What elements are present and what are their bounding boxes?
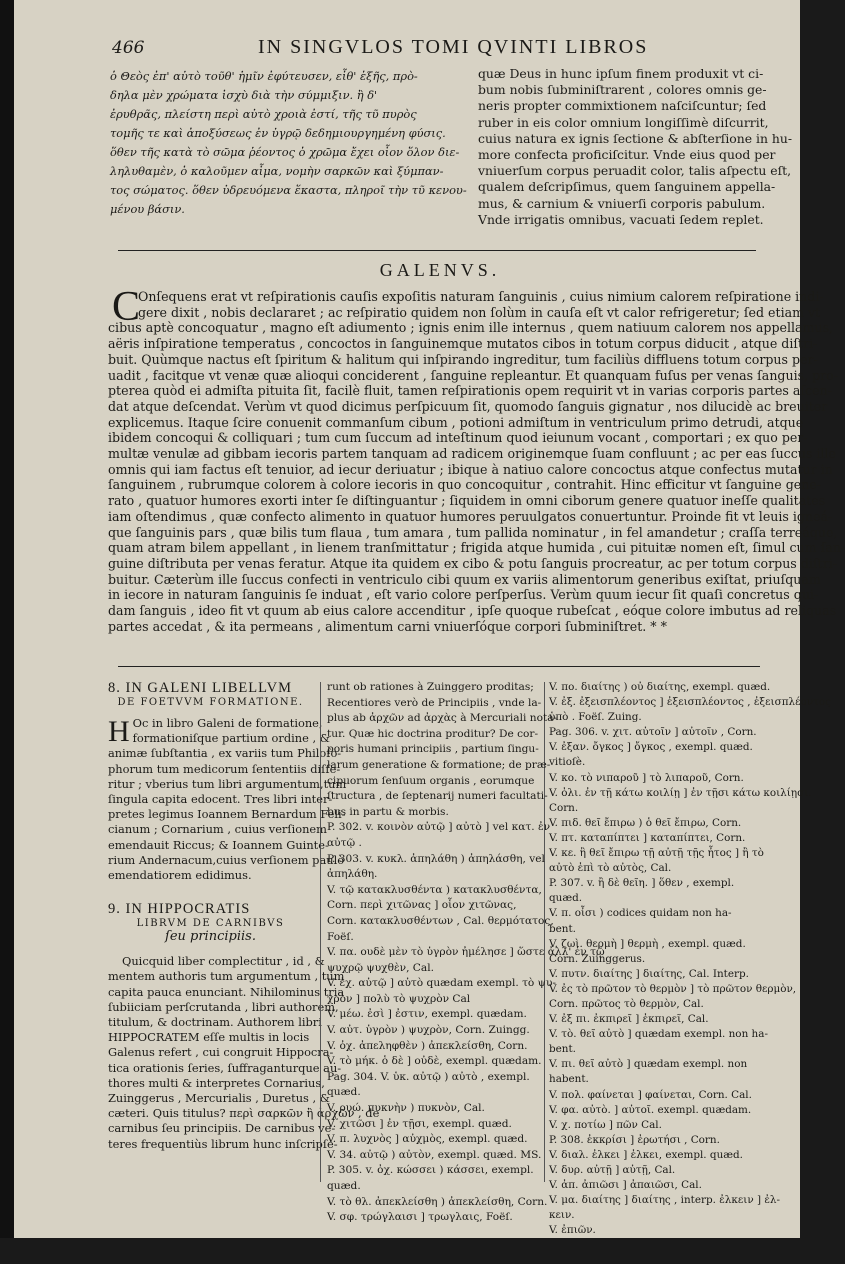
greek-line: ἐρυθρᾶς, πλείστη περὶ αὐτὸ χροιὰ ἐστί, τῆς τῦ πυρὸς — [110, 107, 417, 121]
note-line: runt ob rationes à Zuinggero proditas; — [327, 681, 534, 693]
section-9-subheading: LIBRVM DE CARNIBVS — [136, 918, 285, 930]
galen-line: explicemus. Itaque ſcire conuenit commanſum cibum , potioni admiſtum in ventriculum primo detrudi, atque — [108, 414, 804, 430]
page-number: 466 — [112, 38, 145, 58]
note-line: V. φα. αὐτὸ. ] αὐτοῖ. exempl. quædam. — [549, 1103, 752, 1116]
latin-line: bum nobis ſubminiſtrarent , colores omnis ge- — [478, 82, 767, 98]
note-line: bus in partu & morbis. — [327, 805, 449, 818]
note-line: V. ἐξαν. ὄγκος ] ὄγκος , exempl. quæd. — [549, 741, 753, 754]
galen-line: buitur. Cæterùm ille ſuccus confecti in ventriculo cibi quum ex variis alimentorum generibus exiſtat, priuſquam — [108, 571, 821, 587]
note-line: V. πολ. φαίνεται ] φαίνεται, Corn. Cal. — [549, 1088, 752, 1101]
note-line: V. ἐς τὸ πρῶτον τὸ θερμὸν ] τὸ πρῶτον θερμὸν, — [549, 982, 797, 995]
running-head — [112, 38, 792, 64]
note-line: αὐτὸ ἐπὶ τὸ αὐτὸς, Cal. — [549, 862, 672, 875]
galen-dropcap: C — [112, 284, 141, 330]
note-line: V. ὀχ. ἀπεληφθὲν ) ἀπεκλείσθη, Corn. — [327, 1039, 528, 1052]
note-line: Corn. Zuinggerus. — [549, 952, 646, 965]
galen-line: dam ſanguis , ideo fit vt quum ab eius calore accenditur , ipſe quoque rubeſcat , eóque colore imbutus ad reliquas — [108, 603, 837, 619]
note-line: Corn. πρῶτος τὸ θερμὸν, Cal. — [549, 997, 704, 1010]
latin-line: ruber in eis color omnium longiſſimè diſcurrit, — [478, 114, 769, 130]
text-line: emendatiorem edidimus. — [108, 868, 252, 883]
note-line: V. ἐπιῶν. — [549, 1224, 596, 1237]
scan-edge-bottom — [0, 1238, 800, 1264]
greek-line: τος σώματος. ὅθεν ὑδρευόμενα ἕκαστα, πληροῖ τὴν τῦ κενου- — [110, 183, 467, 197]
section-9-heading: 9. IN HIPPOCRATIS — [108, 901, 251, 918]
note-line: V. ἀπ. ἀπιῶσι ] ἀπαιῶσι, Cal. — [549, 1179, 702, 1192]
galen-line: partes accedat , & ita permeans , alimentum carni vniuerſóque corpori ſubminiſtret. * * — [108, 618, 667, 634]
note-line: αὐτῷ . — [327, 836, 362, 849]
note-line: plus ab ἀρχῶν ad ἀρχὰς à Mercuriali nota- — [327, 712, 558, 725]
galen-line: Onſequens erat vt reſpirationis cauſis expoſitis naturam ſanguinis , cuius nimium calorem reſpiratione indi- — [138, 289, 824, 304]
note-line: poris humani principiis , partium ſingu- — [327, 743, 539, 756]
note-line: V. πι. θεῖ αὐτὸ ] quædam exempl. non — [549, 1058, 748, 1071]
text-line: animæ ſubſtantia , ex variis tum Philoſo- — [108, 746, 342, 761]
greek-line: ὁ Θεὸς ἐπ' αὐτὸ τοῦθ' ἡμῖν ἐφύτευσεν, εἶθ' ἑξῆς, πρὸ- — [110, 69, 418, 83]
top-greek-column — [110, 67, 465, 219]
latin-line: quæ Deus in hunc ipſum finem produxit vt ci- — [478, 66, 764, 81]
text-line: ſingula capita edocent. Tres libri inter- — [108, 792, 333, 807]
divider-rule — [118, 250, 756, 251]
text-line: ritur ; vberius tum libri argumentum,tum — [108, 776, 347, 791]
text-line: HIPPOCRATEM eſſe multis in locis — [108, 1030, 310, 1045]
note-line: V. 34. αὐτῷ ) αὐτὸν, exempl. quæd. MS. — [327, 1148, 542, 1161]
text-line: pretes legimus Ioannem Bernardum Feli- — [108, 807, 346, 822]
greek-line: ληλυθαμὲν, ὁ καλοῦμεν αἷμα, νομὴν σαρκῶν καὶ ξύμπαν- — [110, 164, 444, 178]
text-line: capita pauca enunciant. Nihilominus tria — [108, 984, 345, 999]
latin-line: cuius natura ex ignis ſectione & abſterſione in hu- — [478, 130, 793, 146]
note-line: V. ρυώ. πυκνὴν ) πυκνὸν, Cal. — [327, 1102, 485, 1115]
note-line: quæd. — [327, 1180, 361, 1192]
galen-line: gere dixit , nobis declararet ; ac reſpiratio quidem non ſolùm in cauſa eſt vt calor refrigeretur; ſed etiam vt — [138, 304, 821, 320]
latin-line: Vnde irrigatis omnibus, vacuati ſedem replet. — [478, 211, 764, 227]
note-line: P. 302. v. κοινὸν αὐτῷ ] αὐτὸ ] vel κατ. ἐν — [327, 821, 551, 834]
note-line: V. τὸ. θεῖ αὐτὸ ] quædam exempl. non ha- — [549, 1028, 768, 1041]
note-line: κειν. — [549, 1209, 575, 1222]
note-line: Corn. περὶ χιτῶνας ] οἷον χιτῶνας, — [327, 899, 517, 912]
galen-line: guine diſtributa per venas feratur. Atque ita quidem ex cibo & potu ſanguis procreatur, ac per totum corpus diſtri- — [108, 555, 837, 571]
latin-line: neris propter commixtionem naſciſcuntur; ſed — [478, 98, 767, 114]
note-line: P. 305. v. ὀχ. κώσσει ) κάσσει, exempl. — [327, 1164, 534, 1177]
note-line: V. δυρ. αὐτῇ ] αὐτῇ, Cal. — [549, 1164, 676, 1176]
galen-line: iam oſtendimus , quæ confecto alimento in quatuor humores peruulgatos conuertuntur. Proinde fit vt leuis igneá- — [108, 508, 833, 524]
note-line: V. ζωὶ. θερμὴ ] θερμὴ , exempl. quæd. — [549, 937, 746, 950]
note-line: V. ὀλι. ἐν τῇ κάτω κοιλίῃ ] ἐν τῇσι κάτω κοιλίῃσι. — [549, 786, 812, 799]
note-line: V. πυτν. διαίτης ] διαίτης, Cal. Interp. — [549, 967, 749, 980]
column-divider — [544, 682, 545, 1182]
galen-line: omnis qui iam factus eſt tenuior, ad iecur deriuatur ; ibique à natiuo calore concoctus atque confectus mutatur in — [108, 461, 833, 477]
note-line: Recentiores verò de Principiis , vnde la- — [327, 696, 542, 709]
note-line: Pag. 304. V. ὑκ. αὐτῷ ) αὐτὸ , exempl. — [327, 1070, 530, 1083]
note-line: V. ἐχ. αὐτῷ ] αὐτὸ quædam exempl. τὸ ψυ- — [327, 977, 557, 990]
note-line: cipuorum ſenſuum organis , eorumque — [327, 774, 535, 787]
text-line: emendauit Riccus; & Ioannem Guinte- — [108, 837, 329, 852]
note-line: V. κε. ἢ θεῖ ἔπιρω τῇ αὐτῇ τῇς ἦτος ] ἢ τὸ — [549, 847, 764, 860]
running-head-title: IN SINGVLOS TOMI QVINTI LIBROS — [258, 36, 649, 58]
note-line: V. μα. διαίτης ] διαίτης , interp. ἐλκειν ] ἐλ- — [549, 1194, 780, 1207]
galen-line: cibus aptè concoquatur , magno eſt adiumento ; ignis enim ille internus , quem natiuum calorem nos appellamus, — [108, 320, 834, 336]
note-line: Corn. — [549, 801, 579, 814]
latin-line: qualem deſcripſimus, quem ſanguinem appella- — [478, 179, 776, 195]
note-line: Foëſ. — [327, 930, 354, 943]
note-line: V. πιδ. θεῖ ἔπιρω ) ὁ θεῖ ἔπιρω, Corn. — [549, 816, 742, 829]
section-8-dropcap: H — [108, 715, 130, 748]
section-9-subheading-italic: ſeu principiis. — [165, 929, 256, 945]
note-line: tur. Quæ hic doctrina proditur? De cor- — [327, 727, 539, 740]
note-line: V. πτ. καταπίπτει ] καταπίπτει, Corn. — [549, 831, 746, 844]
galen-commentary — [108, 284, 845, 634]
latin-line: vniuerſum corpus peruadit color, talis aſpectu eſt, — [478, 163, 792, 179]
text-line: cæteri. Quis titulus? περὶ σαρκῶν ἢ ἀρχῶν , de — [108, 1106, 380, 1121]
note-line: Corn. κατακλυσθέντων , Cal. θερμότατος, — [327, 914, 554, 927]
galen-section-title: GALENVS. — [379, 260, 501, 280]
galen-line: aëris inſpiratione temperatus , concoctos in ſanguinemque mutatos cibos in totum corpus diducit , atque diſtri- — [108, 336, 818, 352]
text-line: tica orationis ſeries, ſuffraganturque au- — [108, 1060, 342, 1075]
note-line: V. πα. ουδὲ μὲν τὸ ὑγρὸν ἠμέλησε ] ὥστε ἀλλ' ἐν τῷ — [327, 946, 605, 959]
greek-line: δηλα μὲν χρώματα ἰσχὺ διὰ τὴν σύμμιξιν. ἢ δ' — [110, 88, 378, 102]
note-line: V. χιτῶσι ] ἐν τῇσι, exempl. quæd. — [327, 1117, 512, 1130]
note-line: V. ἐξ πι. ἐκπιρεῖ ] ἐκπιρεῖ, Cal. — [549, 1013, 709, 1026]
text-line: Zuinggerus , Mercurialis , Duretus , & — [108, 1091, 330, 1106]
text-line: rium Andernacum,cuius verſionem paulò — [108, 852, 345, 867]
text-line: mentem authoris tum argumentum , tum — [108, 969, 345, 984]
note-line: P. 303. v. κυκλ. ἀπηλάθη ) ἀπηλάσθη, vel — [327, 852, 545, 865]
note-line: ſtructura , de ſeptenarij numeri facultati- — [327, 790, 548, 803]
note-line: χρὸν ] πολὺ τὸ ψυχρὸν Cal — [327, 992, 471, 1005]
note-line: P. 307. v. ἢ δὲ θεῖη. ] ὅθεν , exempl. — [549, 877, 735, 890]
note-line: V. ἐξ. ἐξεισπλέοντος ] ἐξεισπλέοντος , ἐξεισπλέοντος — [549, 696, 831, 709]
text-line: formationiſque partium ordine , & — [132, 731, 330, 746]
galen-line: buit. Quùmque nactus eſt ſpiritum & halitum qui inſpirando ingreditur, tum faciliùs diffluens totum corpus per- — [108, 351, 818, 367]
divider-rule — [118, 666, 760, 667]
note-line: V. π. λυχνὸς ] αὐχμὸς, exempl. quæd. — [327, 1133, 528, 1146]
galen-line: multæ venulæ ad gibbam iecoris partem tanquam ad radicem originemque ſuam confluunt ; ac per eas ſuccus ille — [108, 446, 836, 462]
scan-edge-left — [0, 0, 14, 1264]
note-line: bent. — [549, 1043, 576, 1056]
note-line: V. κο. τὸ νιπαροῦ ] τὸ λιπαροῦ, Corn. — [549, 771, 744, 784]
note-line: V. π. οἶσι ) codices quidam non ha- — [549, 907, 732, 920]
note-line: V. σφ. τρώγλαισι ] τρωγλαις, Foëſ. — [327, 1211, 513, 1224]
text-line: carnibus ſeu principiis. De carnibus ve- — [108, 1121, 336, 1136]
note-line: bent. — [549, 922, 576, 935]
galen-line: rato , quatuor humores exorti inter ſe diſtinguantur ; ſiquidem in omni ciborum genere quatuor ineſſe qualitates — [108, 493, 826, 509]
text-line: Quicquid liber complectitur , id , & — [122, 954, 325, 969]
galen-line: dat atque deſcendat. Verùm vt quod dicimus perſpicuum ſit, quomodo ſanguis gignatur , nos dilucidè ac breuiter — [108, 398, 828, 414]
text-line: ſubiiciam perſcrutanda , libri authorem, — [108, 999, 339, 1014]
note-line: P. 308. ἐκκρίσι ] ἐρωτήσι , Corn. — [549, 1133, 720, 1146]
note-line: V. τῷ κατακλυσθέντα ) κατακλυσθέντα, — [327, 883, 542, 896]
section-8-heading: 8. IN GALENI LIBELLVM — [108, 680, 292, 696]
text-line: phorum tum medicorum ſententiis diſſe- — [108, 761, 341, 776]
text-line: Galenus refert , cui congruit Hippocra- — [108, 1045, 334, 1060]
latin-line: mus, & carnium & vniuerſi corporis pabulum. — [478, 195, 766, 211]
note-line: habent. — [549, 1073, 589, 1086]
galen-line: pterea quòd ei admiſta pituita ſit, facilè fluit, tamen reſpirationis opem requirit vt in varias corporis partes aſcen- — [108, 383, 832, 399]
note-line: ψυχρῷ ψυχθὲν, Cal. — [327, 961, 434, 974]
galen-line: ibidem concoqui & colliquari ; tum cum ſuccum ad inteſtinum quod ieiunum vocant , comportari ; ex quo per- — [108, 430, 808, 446]
top-latin-column — [478, 66, 793, 228]
note-line: V. μέω. ἐσὶ ] ἐστιν, exempl. quædam. — [327, 1008, 527, 1021]
note-line: ὑπὸ . Foëſ. Zuing. — [549, 711, 642, 724]
text-line: teres frequentiùs librum hunc inſcripſe- — [108, 1136, 338, 1151]
note-line: quæd. — [327, 1086, 361, 1099]
note-line: vitioſè. — [549, 756, 586, 769]
greek-line: ὅθεν τῆς κατὰ τὸ σῶμα ῥέοντος ὁ χρῶμα ἔχει οἷον ὅλον διε- — [110, 145, 460, 159]
note-line: V. χ. ποτίω ] πῶν Cal. — [549, 1118, 662, 1131]
note-line: larum generatione & formatione; de præ- — [327, 758, 551, 771]
section-8-subheading: DE FOETVVM FORMATIONE. — [117, 697, 304, 708]
galen-line: ſanguinem , rubrumque colorem à colore iecoris in quo concoquitur , contrahit. Hinc efficitur vt ſanguine gene- — [108, 477, 822, 493]
note-line: V. διαλ. ἐλκει ] ἐλκει, exempl. quæd. — [549, 1148, 743, 1161]
note-line: V. τὸ μήκ. ὁ δὲ ] οὐδὲ, exempl. quædam. — [327, 1055, 542, 1068]
latin-line: more confecta proficiſcitur. Vnde eius quod per — [478, 147, 776, 163]
right-column — [549, 680, 831, 1238]
text-line: Oc in libro Galeni de formatione, — [132, 716, 323, 730]
greek-line: μένου βάσιν. — [110, 202, 185, 216]
text-line: titulum, & doctrinam. Authorem libri — [108, 1015, 322, 1030]
galen-line: que ſanguinis pars , quæ bilis tum flaua , tum amara , tum pallida nominatur , in fel amandetur ; craſſa terreáque, — [108, 524, 838, 540]
note-line: V. τὸ θλ. ἀπεκλείσθη ) ἀπεκλείσθη, Corn. — [327, 1195, 548, 1208]
note-line: V. αὐτ. ὑγρὸν ) ψυχρὸν, Corn. Zuingg. — [327, 1024, 530, 1037]
column-divider — [320, 682, 321, 1182]
text-line: thores multi & interpretes Cornarius, — [108, 1075, 325, 1090]
galen-line: in iecore in naturam ſanguinis ſe induat , eſt vario colore perſperſus. Verùm quum iecur ſit quaſi concretus qui- — [108, 587, 819, 603]
note-line: ἀπηλάθη. — [327, 868, 378, 881]
note-line: quæd. — [549, 892, 583, 905]
note-line: V. πο. διαίτης ) οὐ διαίτης, exempl. quæd. — [549, 681, 771, 693]
galen-line: quam atram bilem appellant , in lienem tranſmittatur ; frigida atque humida , cui pituitæ nomen eſt, ſimul cum ſan- — [108, 540, 845, 556]
galen-line: uadit , facitque vt venæ quæ alioqui conciderent , ſanguine repleantur. Et quanquam fuſus per venas ſanguis, pro- — [108, 367, 839, 383]
note-line: Pag. 306. v. χιτ. αὐτοῖν ] αὐτοῖν , Corn. — [549, 726, 757, 739]
text-line: cianum ; Cornarium , cuius verſionem — [108, 822, 327, 837]
greek-line: τομῆς τε καὶ ἀποξύσεως ἐν ὑγρῷ δεδημιουργημένη φύσις. — [110, 126, 446, 140]
